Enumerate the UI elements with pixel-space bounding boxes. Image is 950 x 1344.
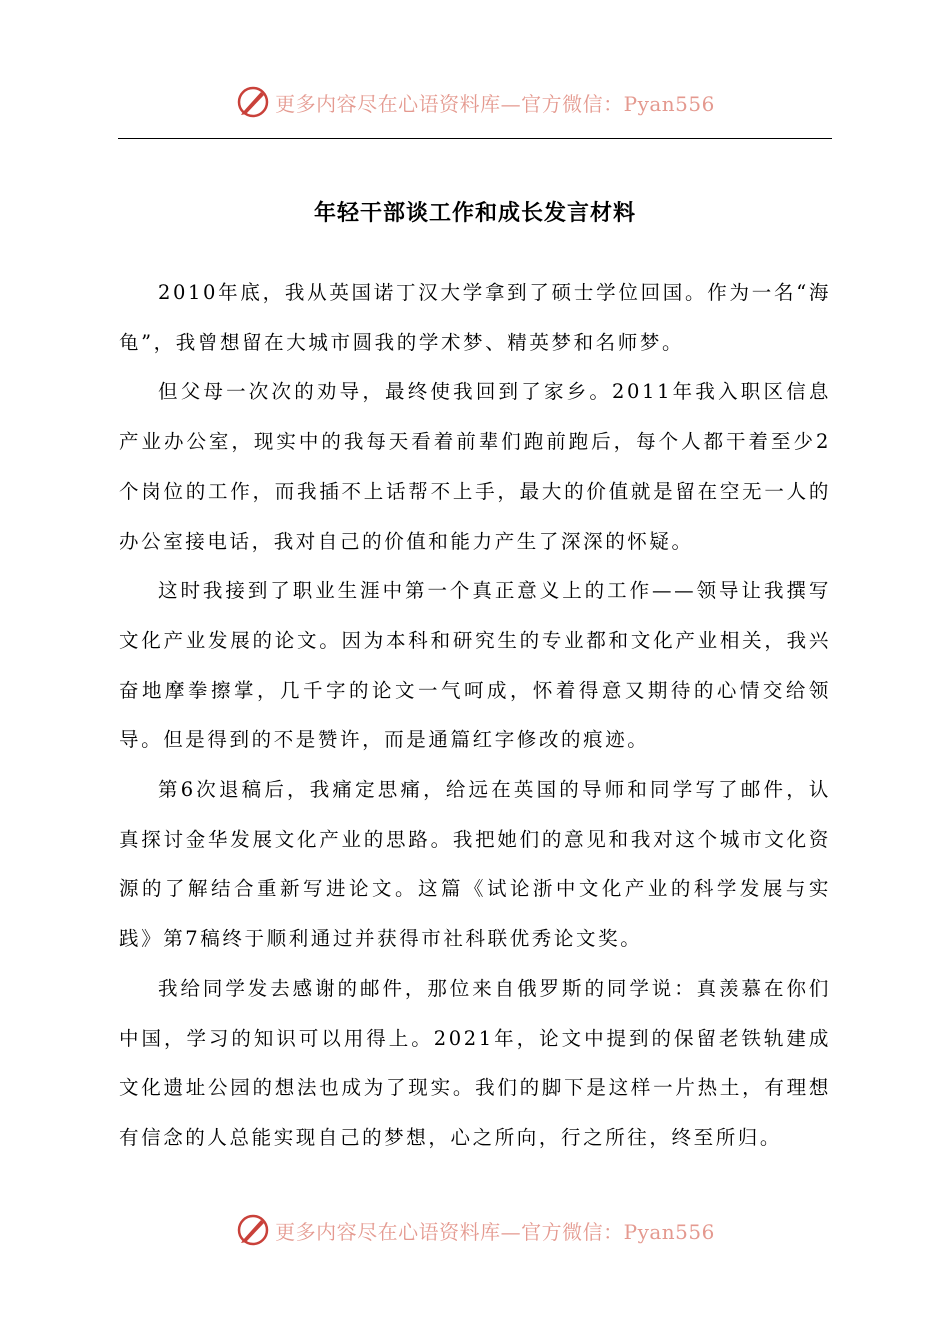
footer-watermark — [0, 1210, 950, 1250]
quill-pen-circle-icon — [235, 84, 271, 120]
watermark-text: 更多内容尽在心语资料库—官方微信：Pyan556 — [275, 91, 715, 116]
quill-pen-circle-icon — [235, 1212, 271, 1248]
header-watermark — [0, 82, 950, 122]
document-body — [119, 268, 831, 1163]
paragraph-3: 这时我接到了职业生涯中第一个真正意义上的工作——领导让我撰写文化产业发展的论文。因为本科和研究生的专业都和文化产业相关，我兴奋地摩拳擦掌，几千字的论文一气呵成，怀着得意又期待的心情交给领导。但是得到的不是赞许，而是通篇红字修改的痕迹。 — [119, 579, 831, 752]
document-title: 年轻干部谈工作和成长发言材料 — [313, 201, 636, 226]
watermark-text: 更多内容尽在心语资料库—官方微信：Pyan556 — [275, 1219, 715, 1244]
paragraph-2: 但父母一次次的劝导，最终使我回到了家乡。2011年我入职区信息产业办公室，现实中的我每天看着前辈们跑前跑后，每个人都干着至少2个岗位的工作，而我插不上话帮不上手，最大的价值就是留在空无一人的办公室接电话，我对自己的价值和能力产生了深深的怀疑。 — [119, 380, 831, 553]
paragraph-1: 2010年底，我从英国诺丁汉大学拿到了硕士学位回国。作为一名“海龟”，我曾想留在大城市圆我的学术梦、精英梦和名师梦。 — [119, 281, 831, 354]
header-divider — [118, 138, 832, 139]
paragraph-5: 我给同学发去感谢的邮件，那位来自俄罗斯的同学说：真羡慕在你们中国，学习的知识可以用得上。2021年，论文中提到的保留老铁轨建成文化遗址公园的想法也成为了现实。我们的脚下是这样一片热土，有理想有信念的人总能实现自己的梦想，心之所向，行之所往，终至所归。 — [119, 976, 831, 1149]
paragraph-4: 第6次退稿后，我痛定思痛，给远在英国的导师和同学写了邮件，认真探讨金华发展文化产业的思路。我把她们的意见和我对这个城市文化资源的了解结合重新写进论文。这篇《试论浙中文化产业的科学发展与实践》第7稿终于顺利通过并获得市社科联优秀论文奖。 — [119, 778, 831, 951]
